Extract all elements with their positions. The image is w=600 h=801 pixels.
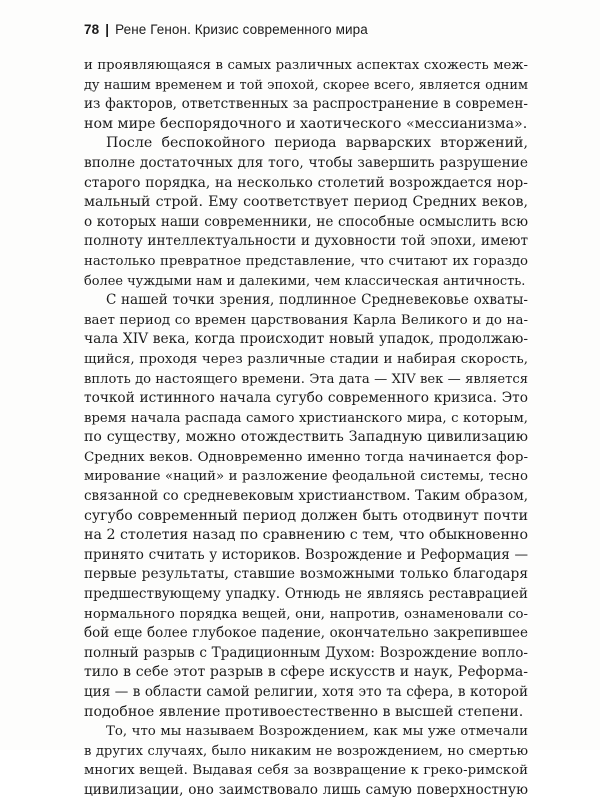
text-line: С нашей точки зрения, подлинное Средневековье охваты- xyxy=(106,292,528,309)
text-line: вает период со времен царствования Карла Великого и до на- xyxy=(84,312,528,328)
text-line: более чуждыми нам и далекими, чем классическая античность. xyxy=(84,273,526,289)
text-line: предшествующему упадку. Отнюдь не являясь реставрацией xyxy=(84,586,528,603)
text-line: в других случаях, было никаким не возрождением, но смертью xyxy=(84,743,528,759)
text-line: старого порядка, на несколько столетий возрождается нор- xyxy=(84,174,528,191)
text-line: связанной со средневековым христианством. Таким образом, xyxy=(84,488,528,505)
paragraph xyxy=(84,291,528,722)
text-line: ду нашим временем и той эпохой, скорее всего, является одним xyxy=(84,77,528,93)
running-title: Рене Генон. Кризис современного мира xyxy=(115,22,368,37)
text-line: щийся, проходя через различные стадии и набирая скорость, xyxy=(84,351,528,367)
text-line: первые результаты, ставшие возможными только благодаря xyxy=(84,566,528,583)
text-line: вплоть до настоящего времени. Эта дата — XIV век — является xyxy=(84,371,528,387)
text-line: о которых наши современники, не способные осмыслить всю xyxy=(84,213,528,230)
text-line: бой еще более глубокое падение, окончательно закрепившее xyxy=(84,625,528,642)
text-line: из факторов, ответственных за распространение в современ- xyxy=(84,96,528,113)
header-separator: | xyxy=(105,22,110,37)
text-line: на 2 столетия назад по сравнению с тем, что обыкновенно xyxy=(84,527,528,544)
text-line: подобное явление противоестественно в высшей степени. xyxy=(84,703,524,720)
paragraph xyxy=(84,134,528,291)
text-line: точкой истинного начала сугубо современного кризиса. Это xyxy=(84,390,528,407)
paragraph xyxy=(84,56,528,134)
body-text xyxy=(84,56,528,801)
text-line: настолько превратное представление, что считают их гораздо xyxy=(84,253,528,269)
text-line: сугубо современный период должен быть отодвинут почти xyxy=(84,507,528,524)
text-line: вполне достаточных для того, чтобы завершить разрушение xyxy=(84,154,528,171)
text-line: мирование «наций» и разложение феодальной системы, тесно xyxy=(84,469,528,485)
text-line: чала XIV века, когда происходит новый упадок, продолжаю- xyxy=(84,331,528,348)
text-line: После беспокойного периода варварских вторжений, xyxy=(106,135,528,152)
text-line: мальный строй. Ему соответствует период Средних веков, xyxy=(84,194,528,211)
text-line: Средних веков. Одновременно именно тогда начинается фор- xyxy=(84,449,528,465)
text-line: тило в себе этот разрыв в сфере искусств и наук, Реформа- xyxy=(84,664,528,681)
text-line: полный разрыв с Традиционным Духом: Возрождение вопло- xyxy=(84,644,528,661)
text-line: ция — в области самой религии, хотя это та сфера, в которой xyxy=(84,684,528,700)
paragraph xyxy=(84,722,528,800)
running-header xyxy=(84,22,368,37)
text-line: многих вещей. Выдавая себя за возвращение к греко-римской xyxy=(84,763,528,779)
text-line: То, что мы называем Возрождением, как мы уже отмечали xyxy=(106,724,528,740)
text-line: полноту интеллектуальности и духовности той эпохи, имеют xyxy=(84,233,528,250)
text-line: и проявляющаяся в самых различных аспектах схожесть меж- xyxy=(84,58,528,73)
page-number: 78 xyxy=(84,22,100,37)
text-line: по существу, можно отождествить Западную цивилизацию xyxy=(84,429,528,446)
text-line: нормального порядка вещей, они, напротив, ознаменовали со- xyxy=(84,606,528,622)
text-line: время начала распада самого христианского мира, с которым, xyxy=(84,410,528,426)
text-line: цивилизации, оно заимствовало лишь самую поверхностную xyxy=(84,781,528,798)
text-line: принято считать у историков. Возрождение и Реформация — xyxy=(84,546,528,563)
text-line: ном мире беспорядочного и хаотического «мессианизма». xyxy=(84,115,528,132)
